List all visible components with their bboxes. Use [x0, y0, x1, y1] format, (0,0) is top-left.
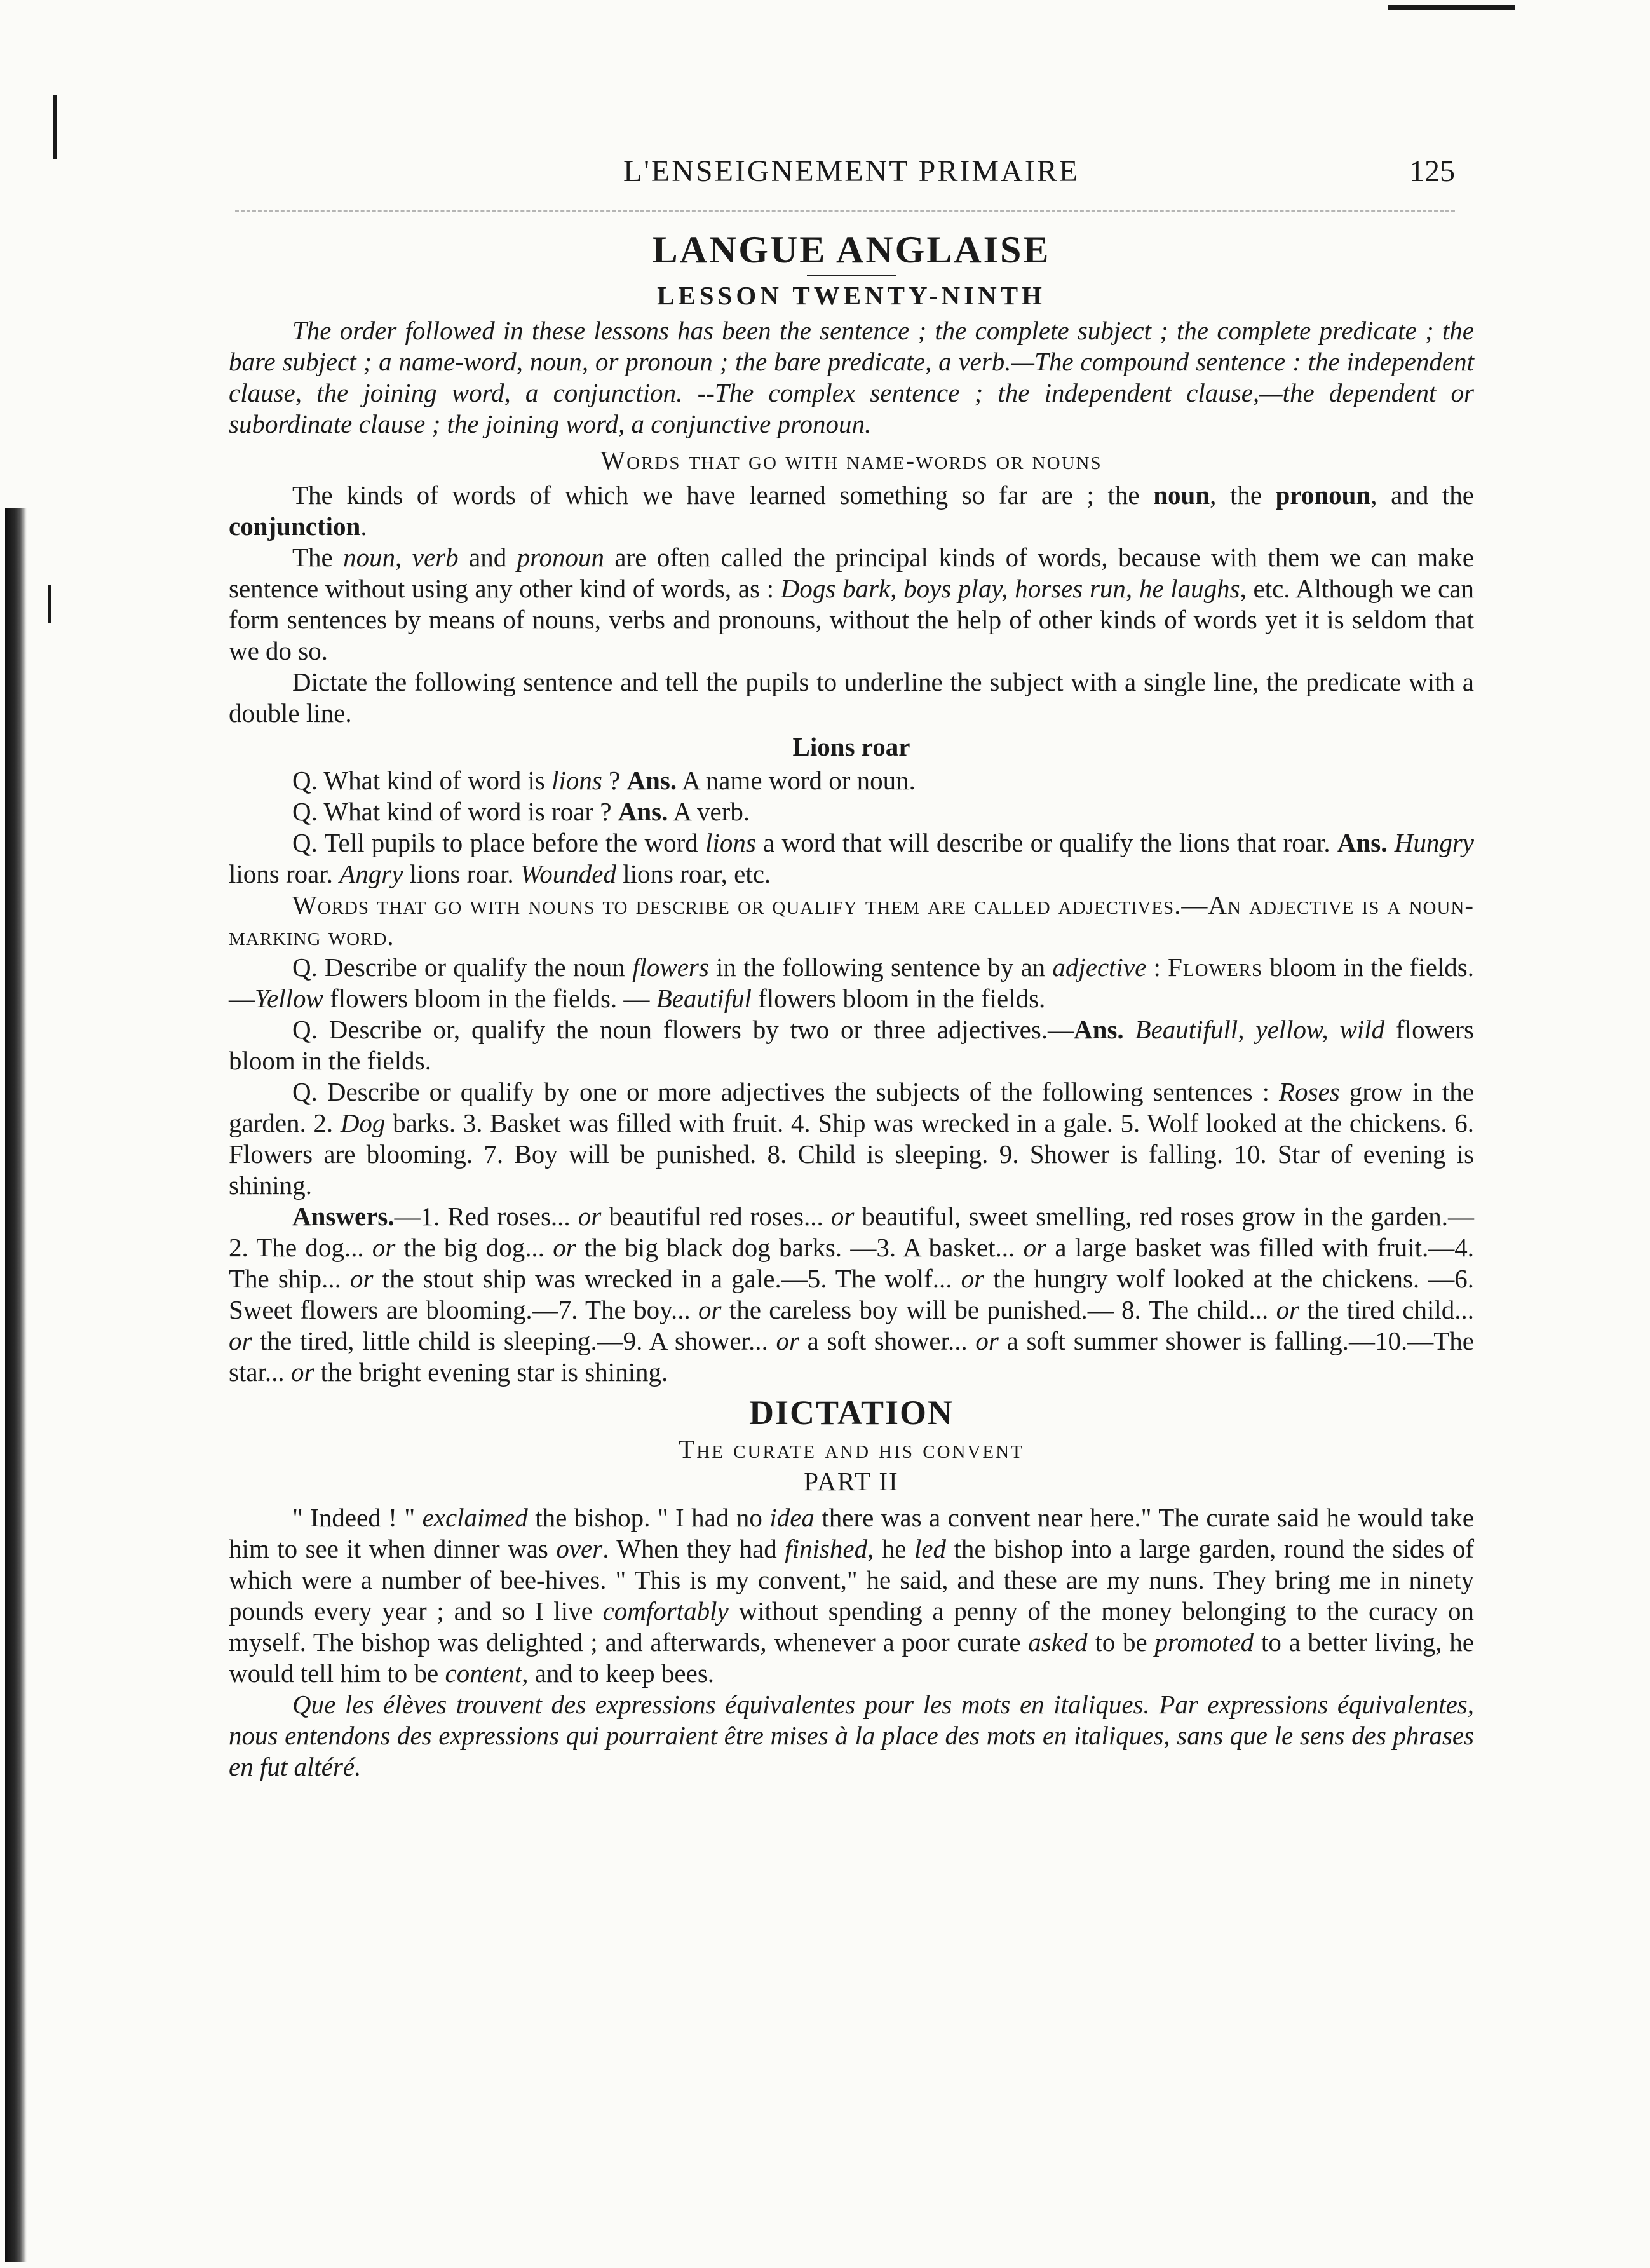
italic-term: promoted	[1154, 1627, 1254, 1657]
text: grow in the garden. 2.	[229, 1077, 1474, 1137]
text: Q. What kind of word is	[292, 766, 552, 795]
italic-term: flowers	[632, 953, 709, 982]
text: the hungry wolf looked at the chickens. —6. Sweet flowers are blooming.—7. The boy...	[229, 1264, 1475, 1324]
text: " Indeed ! "	[292, 1503, 423, 1532]
text: Q. What kind of word is roar ?	[292, 797, 618, 826]
italic-term: over	[556, 1534, 603, 1563]
margin-mark	[48, 585, 51, 623]
text: bloom in the fields.—	[229, 953, 1474, 1013]
text: a soft shower...	[799, 1326, 976, 1355]
text: the careless boy will be punished.— 8. The child...	[721, 1295, 1276, 1324]
rule-statement: Words that go with nouns to describe or qualify them are called adjectives.—An adjective is a noun-marking word.	[229, 890, 1474, 951]
italic-term: Yellow	[255, 984, 323, 1013]
text: a large basket was filled with fruit.—4. The ship...	[229, 1233, 1475, 1293]
italic-term: Beautifull, yellow, wild	[1135, 1015, 1385, 1044]
text: beautiful, sweet smelling, red roses grow in the garden.—2. The dog...	[229, 1202, 1474, 1262]
subsection-heading: Words that go with name-words or nouns	[600, 445, 1102, 475]
running-title: L'ENSEIGNEMENT PRIMAIRE	[623, 154, 1080, 188]
italic-term: led	[914, 1534, 947, 1563]
italic-or: or	[698, 1295, 722, 1324]
text: —1. Red roses...	[394, 1202, 578, 1231]
section-title: LANGUE ANGLAISE	[652, 229, 1051, 271]
example-sentence: Lions roar	[792, 732, 910, 761]
text: ?	[602, 766, 627, 795]
text: the stout ship was wrecked in a gale.—5. The wolf...	[373, 1264, 961, 1293]
italic-or: or	[975, 1326, 999, 1355]
italic-or: or	[1023, 1233, 1047, 1262]
italic-or: or	[372, 1233, 396, 1262]
italic-term: pronoun	[517, 543, 605, 572]
text: The	[292, 543, 344, 572]
text: to a better living, he would tell him to be	[229, 1627, 1474, 1688]
text: lions roar.	[403, 859, 520, 888]
question	[229, 796, 1474, 827]
text: Q. Describe or, qualify the noun flowers by two or three adjectives.—	[292, 1015, 1074, 1044]
italic-term: Beautiful	[656, 984, 752, 1013]
italic-term: lions	[551, 766, 602, 795]
text: , etc. Although we can form sentences by means of nouns, verbs and pronouns, without the help of other kinds of words yet it is seldom that we do so.	[229, 574, 1475, 665]
text: A name word or noun.	[677, 766, 916, 795]
text: the tired child...	[1299, 1295, 1475, 1324]
answer-label: Answers.	[292, 1202, 395, 1231]
story-title: The curate and his convent	[679, 1434, 1024, 1463]
part-title: PART II	[804, 1467, 899, 1496]
italic-term: Angry	[339, 859, 403, 888]
question	[229, 1014, 1474, 1076]
italic-or: or	[350, 1264, 374, 1293]
text: a word that will describe or qualify the lions that roar.	[755, 828, 1337, 857]
title-underline	[807, 275, 896, 276]
paragraph	[229, 480, 1474, 542]
text: Q. Tell pupils to place before the word	[292, 828, 706, 857]
italic-term: noun	[343, 543, 396, 572]
question	[229, 1076, 1474, 1201]
text: Q. Describe or qualify the noun	[292, 953, 633, 982]
text: lions roar, etc.	[616, 859, 771, 888]
text: flowers bloom in the fields.	[752, 984, 1046, 1013]
answer-label: Ans.	[1337, 828, 1388, 857]
italic-term: exclaimed	[422, 1503, 528, 1532]
page-number: 125	[1409, 154, 1455, 188]
text: the bishop. " I had no	[527, 1503, 770, 1532]
text: ,	[395, 543, 412, 572]
italic-or: or	[1276, 1295, 1300, 1324]
text: flowers bloom in the fields.	[229, 1015, 1474, 1075]
paragraph: Dictate the following sentence and tell the pupils to underline the subject with a single line, the predicate with a double line.	[229, 667, 1474, 728]
text: without spending a penny of the money belonging to the curacy on myself. The bishop was delighted ; and afterwards, whenever a poor curate	[229, 1596, 1474, 1657]
italic-or: or	[830, 1202, 855, 1231]
italic-term: content	[445, 1659, 522, 1688]
text: A verb.	[668, 797, 750, 826]
question	[229, 952, 1474, 1014]
text: , and to keep bees.	[522, 1659, 715, 1688]
italic-term: verb	[412, 543, 459, 572]
smallcaps-word: Flowers	[1168, 953, 1263, 982]
answer-label: Ans.	[618, 797, 668, 826]
italic-term: asked	[1028, 1627, 1088, 1657]
binding-shadow	[5, 508, 27, 2262]
italic-term: lions	[705, 828, 756, 857]
bold-term: conjunction	[229, 512, 361, 541]
text: a soft summer shower is falling.—10.—The star...	[229, 1326, 1474, 1387]
italic-term: finished	[785, 1534, 868, 1563]
page-body	[229, 156, 1474, 1782]
italic-examples: Dogs bark, boys play, horses run, he laughs	[780, 574, 1240, 603]
text: barks. 3. Basket was filled with fruit. 4. Ship was wrecked in a gale. 5. Wolf looked at the chickens. 6. Flowers are blooming. 7. Boy will be punished. 8. Child is sleeping. 9. Shower is falling. 10. Star of evening is shining.	[229, 1108, 1474, 1200]
text: there was a convent near here." The curate said he would take him to see it when dinner was	[229, 1503, 1474, 1563]
text: , he	[867, 1534, 914, 1563]
paragraph	[229, 542, 1474, 667]
text: beautiful red roses...	[601, 1202, 831, 1231]
text: . When they had	[602, 1534, 785, 1563]
italic-term: idea	[769, 1503, 815, 1532]
text: flowers bloom in the fields. —	[323, 984, 656, 1013]
text: the bright evening star is shining.	[314, 1357, 668, 1387]
italic-or: or	[553, 1233, 576, 1262]
italic-term: Dog	[340, 1108, 386, 1137]
question	[229, 765, 1474, 796]
dictation-title: DICTATION	[748, 1394, 954, 1432]
text: :	[1146, 953, 1168, 982]
italic-term: Wounded	[520, 859, 617, 888]
answer-label: Ans.	[626, 766, 677, 795]
italic-term: comfortably	[602, 1596, 729, 1626]
text: .	[360, 512, 367, 541]
text: the big black dog barks. —3. A basket...	[576, 1233, 1024, 1262]
top-rule	[1388, 5, 1515, 10]
running-head	[229, 156, 1474, 200]
italic-or: or	[776, 1326, 799, 1355]
text: lions roar.	[229, 859, 340, 888]
lesson-title: LESSON TWENTY-NINTH	[657, 281, 1046, 310]
text: , and the	[1370, 480, 1474, 510]
text: in the following sentence by an	[708, 953, 1053, 982]
italic-or: or	[578, 1202, 602, 1231]
italic-term: Hungry	[1394, 828, 1474, 857]
text: to be	[1087, 1627, 1155, 1657]
italic-or: or	[961, 1264, 985, 1293]
bold-term: noun	[1153, 480, 1210, 510]
bold-term: pronoun	[1275, 480, 1371, 510]
answer-label: Ans.	[1074, 1015, 1124, 1044]
text: Q. Describe or qualify by one or more adjectives the subjects of the following sentences :	[292, 1077, 1280, 1106]
italic-or: or	[290, 1357, 314, 1387]
margin-mark	[53, 95, 57, 159]
intro-paragraph: The order followed in these lessons has been the sentence ; the complete subject ; the complete predicate ; the bare subject ; a name-word, noun, or pronoun ; the bare predicate, a verb.—The compound sentence : the independent clause, the joining word, a conjunction. --The complex sentence ; the independent clause,—the dependent or subordinate clause ; the joining word, a conjunctive pronoun.	[229, 316, 1474, 438]
text: , the	[1210, 480, 1262, 510]
text: the big dog...	[395, 1233, 553, 1262]
answers-paragraph	[229, 1201, 1474, 1388]
header-divider	[235, 210, 1455, 212]
text: The kinds of words of which we have learned something so far are ; the	[292, 480, 1154, 510]
text: and	[458, 543, 517, 572]
text: the bishop into a large garden, round the sides of which were a number of bee-hives. " This is my convent," he said, and these are my nuns. They bring me in ninety pounds every year ; and so I live	[229, 1534, 1474, 1626]
text: are often called the principal kinds of words, because with them we can make sentence without using any other kind of words, as :	[229, 543, 1474, 603]
italic-term: adjective	[1052, 953, 1147, 982]
italic-or: or	[229, 1326, 252, 1355]
italic-term: Roses	[1279, 1077, 1340, 1106]
french-instruction: Que les élèves trouvent des expressions équivalentes pour les mots en italiques. Par expressions équivalentes, nous entendons des expressions qui pourraient être mises à la place des mots en italiques, sans que le sens des phrases en fut altéré.	[229, 1690, 1474, 1781]
dictation-text	[229, 1502, 1474, 1689]
question	[229, 827, 1474, 890]
text: the tired, little child is sleeping.—9. A shower...	[252, 1326, 776, 1355]
